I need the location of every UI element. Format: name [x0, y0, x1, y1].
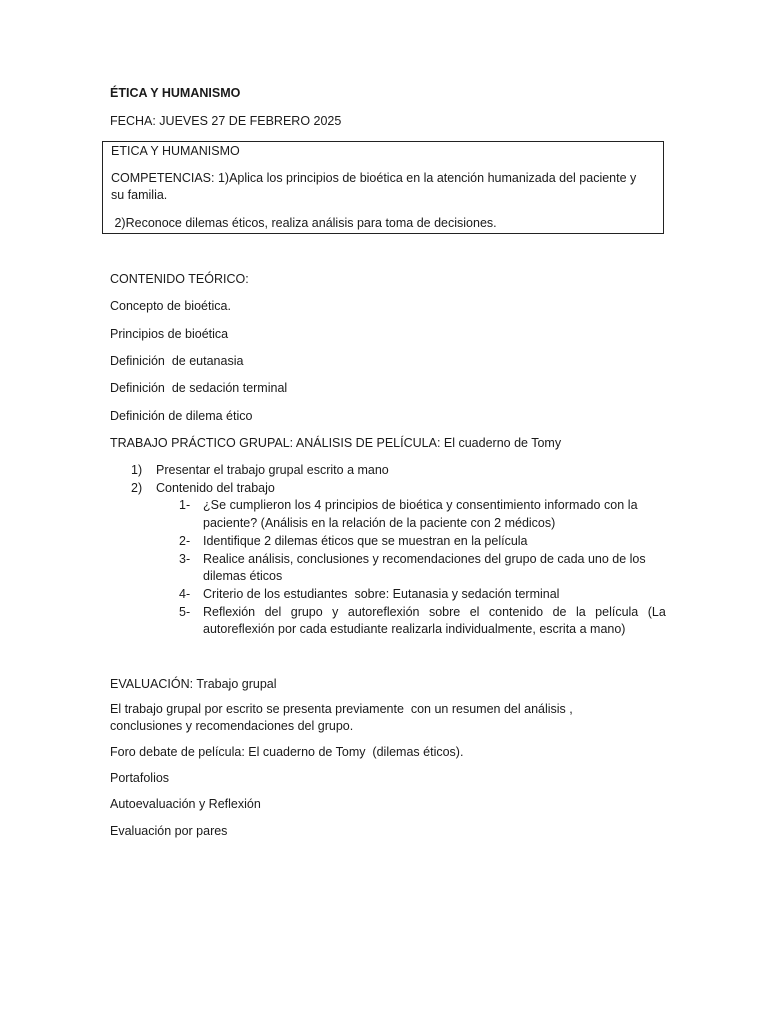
- sublist-item-line: Reflexión del grupo y autoreflexión sobre el contenido de la película (La: [203, 605, 666, 619]
- list-number: 2): [131, 481, 143, 495]
- evaluacion-item: Portafolios: [110, 771, 170, 785]
- evaluacion-heading: EVALUACIÓN: Trabajo grupal: [110, 677, 277, 691]
- sublist-item-line: Identifique 2 dilemas éticos que se muestran en la película: [203, 534, 528, 548]
- sublist-item-line: paciente? (Análisis en la relación de la paciente con 2 médicos): [203, 516, 556, 530]
- list-item: Presentar el trabajo grupal escrito a mano: [156, 463, 389, 477]
- date-line: FECHA: JUEVES 27 DE FEBRERO 2025: [110, 114, 342, 128]
- contenido-item: Definición de dilema ético: [110, 409, 253, 423]
- document-title: ÉTICA Y HUMANISMO: [110, 86, 241, 100]
- contenido-item: Definición de eutanasia: [110, 354, 244, 368]
- box-heading: ETICA Y HUMANISMO: [111, 144, 240, 158]
- evaluacion-item: Evaluación por pares: [110, 824, 228, 838]
- trabajo-heading: TRABAJO PRÁCTICO GRUPAL: ANÁLISIS DE PELÍCULA: El cuaderno de Tomy: [110, 436, 562, 450]
- contenido-item: Concepto de bioética.: [110, 299, 231, 313]
- sublist-number: 4-: [179, 587, 191, 601]
- competencies-line-1: COMPETENCIAS: 1)Aplica los principios de bioética en la atención humanizada del paciente y: [111, 171, 637, 185]
- competencies-box: [102, 141, 664, 234]
- sublist-number: 5-: [179, 605, 191, 619]
- sublist-number: 3-: [179, 552, 191, 566]
- contenido-item: Principios de bioética: [110, 327, 229, 341]
- list-item: Contenido del trabajo: [156, 481, 275, 495]
- sublist-item-line: ¿Se cumplieron los 4 principios de bioética y consentimiento informado con la: [203, 498, 638, 512]
- evaluacion-item: Foro debate de película: El cuaderno de Tomy (dilemas éticos).: [110, 745, 464, 759]
- competencies-line-3: 2)Reconoce dilemas éticos, realiza análisis para toma de decisiones.: [111, 216, 497, 230]
- sublist-item-line: Realice análisis, conclusiones y recomendaciones del grupo de cada uno de los: [203, 552, 646, 566]
- list-number: 1): [131, 463, 143, 477]
- sublist-item-line: dilemas éticos: [203, 569, 283, 583]
- sublist-item-line: Criterio de los estudiantes sobre: Eutanasia y sedación terminal: [203, 587, 560, 601]
- evaluacion-paragraph-line: conclusiones y recomendaciones del grupo.: [110, 719, 354, 733]
- sublist-number: 1-: [179, 498, 191, 512]
- sublist-number: 2-: [179, 534, 191, 548]
- evaluacion-paragraph-line: El trabajo grupal por escrito se presenta previamente con un resumen del análisis ,: [110, 702, 573, 716]
- evaluacion-item: Autoevaluación y Reflexión: [110, 797, 261, 811]
- contenido-heading: CONTENIDO TEÓRICO:: [110, 272, 249, 286]
- sublist-item-line: autoreflexión por cada estudiante realizarla individualmente, escrita a mano): [203, 622, 626, 636]
- competencies-line-2: su familia.: [111, 188, 168, 202]
- contenido-item: Definición de sedación terminal: [110, 381, 288, 395]
